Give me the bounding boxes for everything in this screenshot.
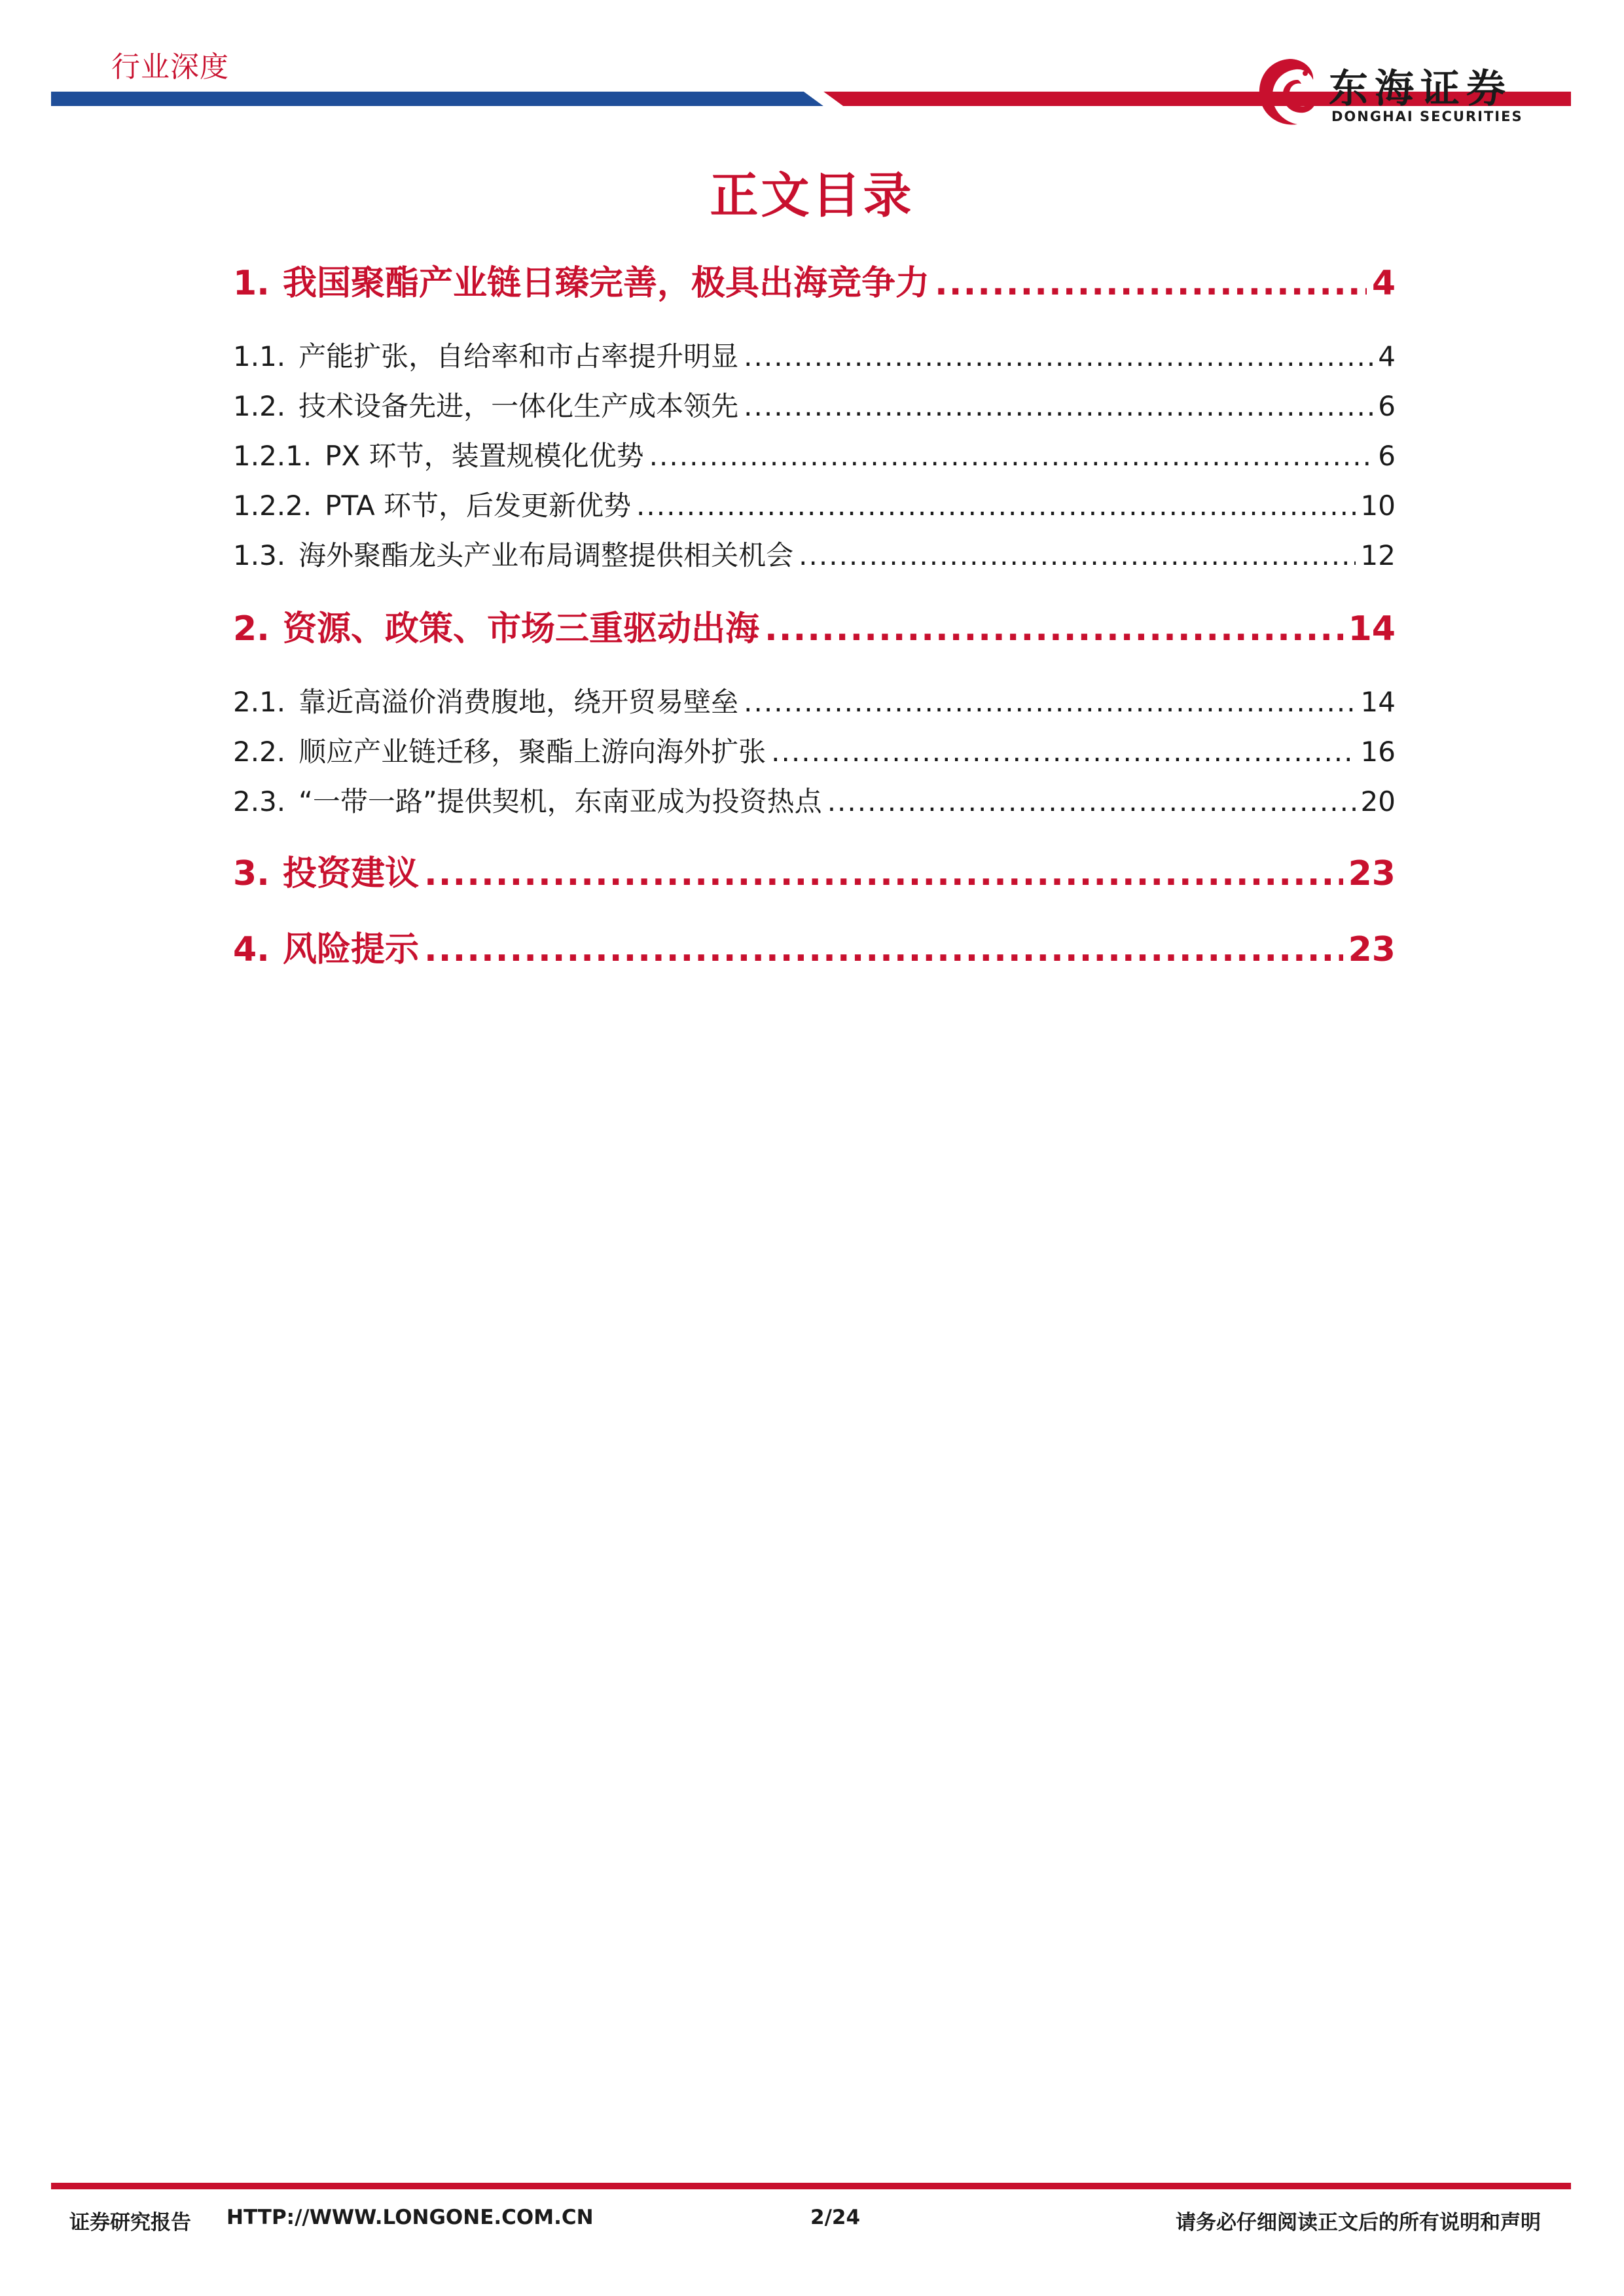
toc-entry-page: 14 [1348, 609, 1396, 649]
toc-leader-dots [636, 490, 1356, 522]
company-logo [1250, 54, 1525, 132]
toc-entry[interactable] [233, 922, 1396, 971]
toc-entry[interactable] [233, 335, 1396, 374]
toc-entry-page: 4 [1378, 340, 1396, 372]
footer-report-type: 证券研究报告 [69, 2211, 191, 2234]
toc-entry[interactable] [233, 601, 1396, 650]
toc-entry-number: 1. [233, 264, 270, 303]
toc-entry-page: 6 [1378, 390, 1396, 422]
toc-leader-dots [827, 785, 1356, 817]
toc-entry-number: 1.1. [233, 340, 286, 372]
footer-rule [51, 2183, 1571, 2189]
toc-entry-number: 1.2.2. [233, 490, 312, 522]
toc-entry-number: 1.2.1. [233, 440, 312, 472]
footer-page-indicator: 2/24 [810, 2206, 861, 2229]
toc-entry[interactable] [233, 730, 1396, 770]
toc-leader-dots [744, 340, 1373, 372]
toc-entry-number: 2.2. [233, 736, 286, 768]
dragon-emblem-icon [1250, 54, 1322, 132]
toc-entry[interactable] [233, 534, 1396, 573]
toc-leader-dots [799, 539, 1355, 571]
report-category: 行业深度 [111, 50, 229, 84]
toc-leader-dots [424, 854, 1343, 893]
toc-entry-page: 20 [1360, 785, 1396, 817]
toc-entry[interactable] [233, 484, 1396, 524]
toc-entry-number: 1.3. [233, 539, 286, 571]
footer-disclaimer: 请务必仔细阅读正文后的所有说明和声明 [1176, 2211, 1541, 2234]
toc-entry-text: PX 环节，装置规模化优势 [325, 440, 644, 472]
toc-entry-number: 4. [233, 930, 270, 969]
toc-entry-number: 3. [233, 854, 270, 893]
toc-entry-text: PTA 环节，后发更新优势 [325, 490, 632, 522]
toc-entry[interactable] [233, 255, 1396, 304]
toc-entry[interactable] [233, 435, 1396, 474]
toc-entry-page: 6 [1378, 440, 1396, 472]
toc-entry-page: 12 [1360, 539, 1396, 571]
toc-entry-page: 16 [1360, 736, 1396, 768]
toc-entry-text: 技术设备先进，一体化生产成本领先 [298, 390, 739, 422]
toc-entry-text: 海外聚酯龙头产业布局调整提供相关机会 [298, 539, 794, 571]
toc-entry-number: 1.2. [233, 390, 286, 422]
toc-entry-text: 产能扩张，自给率和市占率提升明显 [298, 340, 739, 372]
toc-entry[interactable] [233, 681, 1396, 720]
toc-entry-page: 23 [1348, 854, 1396, 893]
toc-entry-page: 10 [1360, 490, 1396, 522]
footer-url-link[interactable]: HTTP://WWW.LONGONE.COM.CN [226, 2206, 594, 2229]
toc-entry[interactable] [233, 780, 1396, 819]
toc-leader-dots [649, 440, 1373, 472]
toc-title: 正文目录 [710, 168, 914, 224]
toc-leader-dots [765, 609, 1343, 649]
toc-entry-text: 顺应产业链迁移，聚酯上游向海外扩张 [298, 736, 767, 768]
toc-entry-page: 4 [1371, 264, 1396, 303]
toc-leader-dots [935, 264, 1367, 303]
toc-leader-dots [424, 930, 1343, 969]
toc-entry[interactable] [233, 385, 1396, 424]
toc-entry-text: 我国聚酯产业链日臻完善，极具出海竞争力 [282, 264, 929, 303]
toc-entry-text: “一带一路”提供契机，东南亚成为投资热点 [298, 785, 822, 817]
toc-entry-text: 靠近高溢价消费腹地，绕开贸易壁垒 [298, 686, 739, 718]
toc-entry[interactable] [233, 846, 1396, 895]
toc-entry-number: 2.1. [233, 686, 286, 718]
toc-entry-text: 风险提示 [282, 930, 419, 969]
toc-entry-number: 2.3. [233, 785, 286, 817]
toc-entry-page: 14 [1360, 686, 1396, 718]
toc-entry-text: 资源、政策、市场三重驱动出海 [282, 609, 759, 649]
toc-entry-number: 2. [233, 609, 270, 649]
toc-leader-dots [744, 686, 1355, 718]
toc-leader-dots [771, 736, 1355, 768]
toc-leader-dots [744, 390, 1373, 422]
toc-entry-text: 投资建议 [282, 854, 419, 893]
logo-chinese-name: 东海证券 [1329, 66, 1512, 112]
logo-english-name: DONGHAI SECURITIES [1331, 109, 1523, 124]
toc-entry-page: 23 [1348, 930, 1396, 969]
